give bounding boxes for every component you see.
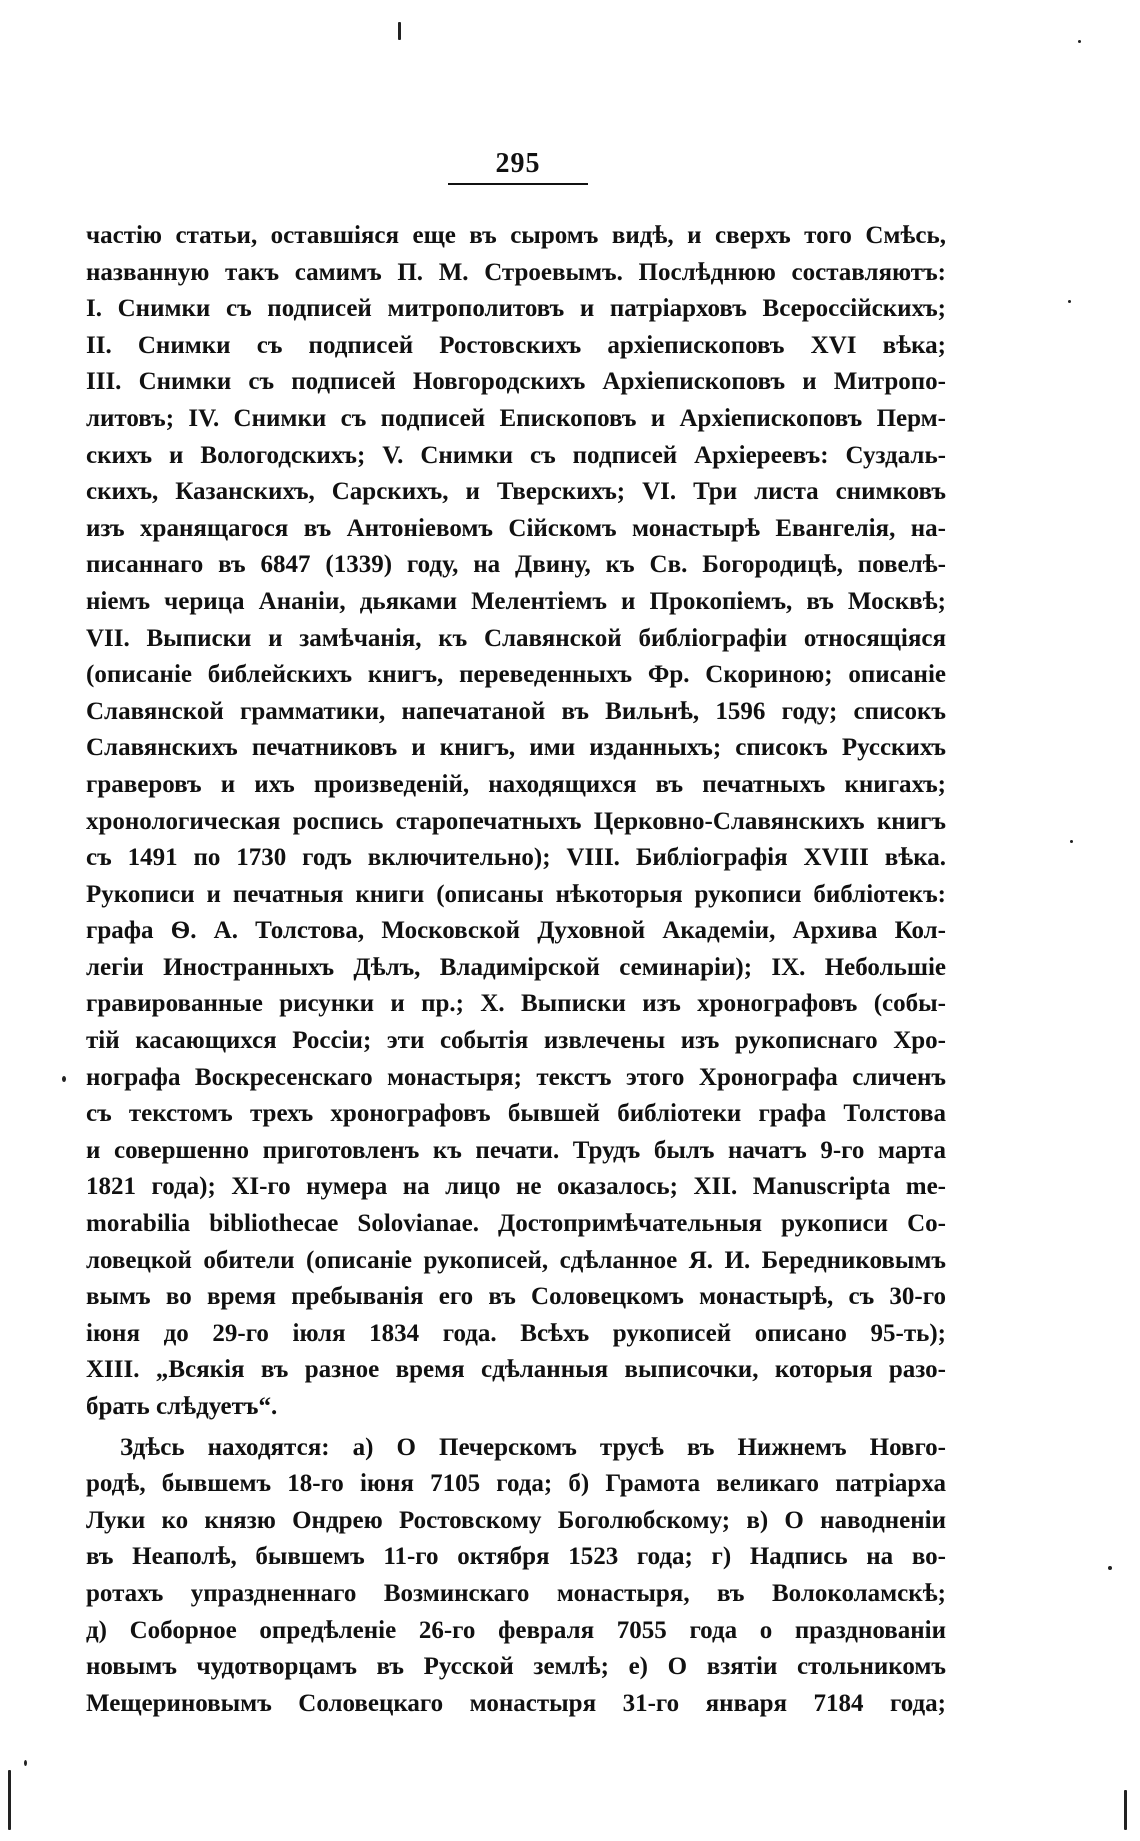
text-line: ніемъ черица Ананіи, дьяками Мелентіемъ и Прокопіемъ, въ Москвѣ; — [86, 587, 946, 615]
scan-speck — [8, 1770, 11, 1830]
text-line: ловецкой обители (описаніе рукописей, сдѣланное Я. И. Бередниковымъ — [86, 1246, 946, 1274]
text-line: съ текстомъ трехъ хронографовъ бывшей библіотеки графа Толстова — [86, 1100, 946, 1128]
text-line: изъ хранящагося въ Антоніевомъ Сійскомъ монастырѣ Евангелія, на- — [86, 514, 946, 542]
text-line: частію статьи, оставшіяся еще въ сыромъ видѣ, и сверхъ того Смѣсь, — [86, 222, 946, 249]
text-line: графа Ѳ. А. Толстова, Московской Духовной Академіи, Архива Кол- — [86, 917, 946, 945]
scan-speck — [24, 1760, 27, 1766]
scan-speck — [1070, 840, 1073, 843]
text-line: (описаніе библейскихъ книгъ, переведенныхъ Фр. Скориною; описаніе — [86, 661, 946, 689]
body-text — [86, 218, 946, 1722]
text-line: легіи Иностранныхъ Дѣлъ, Владимірской семинаріи); IX. Небольшіе — [86, 953, 946, 981]
text-line: и совершенно приготовленъ къ печати. Трудъ былъ начатъ 9-го марта — [86, 1136, 946, 1164]
text-line: morabilia bibliothecae Solovianae. Достопримѣчательныя рукописи Со- — [86, 1210, 946, 1238]
text-line: тій касающихся Россіи; эти событія извлечены изъ рукописнаго Хро- — [86, 1027, 946, 1055]
text-line: 1821 года); XI-го нумера на лицо не оказалось; XII. Manuscripta me- — [86, 1173, 946, 1201]
text-line: новымъ чудотворцамъ въ Русской землѣ; е) О взятіи стольникомъ — [86, 1653, 946, 1681]
text-line: названную такъ самимъ П. М. Строевымъ. Послѣднюю составляютъ: — [86, 258, 946, 286]
text-line: брать слѣдуетъ“. — [86, 1393, 278, 1420]
text-line: ротахъ упраздненнаго Возминскаго монастыря, въ Волоколамскѣ; — [86, 1579, 946, 1607]
text-line: нографа Воскресенскаго монастыря; текстъ этого Хронографа сличенъ — [86, 1063, 946, 1091]
text-line: съ 1491 по 1730 годъ включительно); VIII. Библіографія XVIII вѣка. — [86, 844, 946, 872]
text-line: Рукописи и печатныя книги (описаны нѣкоторыя рукописи библіотекъ: — [86, 880, 946, 908]
text-line: гравированные рисунки и пр.; X. Выписки изъ хронографовъ (собы- — [86, 990, 946, 1018]
page-number: 295 — [448, 148, 588, 185]
text-line: VII. Выписки и замѣчанія, къ Славянской библіографіи относящіяся — [86, 624, 946, 652]
text-line: Луки ко князю Ондрею Ростовскому Боголюбскому; в) О наводненіи — [86, 1506, 946, 1534]
text-line: д) Соборное опредѣленіе 26-го февраля 7055 года о празднованіи — [86, 1616, 946, 1644]
text-line: хронологическая роспись старопечатныхъ Церковно-Славянскихъ книгъ — [86, 807, 946, 835]
scan-speck — [62, 1076, 66, 1082]
text-line: граверовъ и ихъ произведеній, находящихся въ печатныхъ книгахъ; — [86, 770, 946, 798]
scan-speck — [1078, 40, 1081, 43]
text-line: III. Снимки съ подписей Новгородскихъ Архіепископовъ и Митропо- — [86, 368, 946, 396]
text-line: въ Неаполѣ, бывшемъ 11-го октября 1523 года; г) Надпись на во- — [86, 1543, 946, 1571]
text-line: писаннаго въ 6847 (1339) году, на Двину, къ Св. Богородицѣ, повелѣ- — [86, 551, 946, 579]
scan-speck — [398, 22, 401, 40]
text-line: вымъ во время пребыванія его въ Соловецкомъ монастырѣ, съ 30-го — [86, 1283, 946, 1311]
text-line: скихъ, Казанскихъ, Сарскихъ, и Тверскихъ; VI. Три листа снимковъ — [86, 478, 946, 506]
text-line: скихъ и Вологодскихъ; V. Снимки съ подписей Архіереевъ: Суздаль- — [86, 441, 946, 469]
text-line: II. Снимки съ подписей Ростовскихъ архіепископовъ XVI вѣка; — [86, 331, 946, 359]
text-line: Мещериновымъ Соловецкаго монастыря 31-го января 7184 года; — [86, 1689, 946, 1717]
scan-speck — [1108, 1566, 1112, 1570]
text-line: Славянской грамматики, напечатаной въ Вильнѣ, 1596 году; списокъ — [86, 697, 946, 725]
paragraph-first-line: Здѣсь находятся: а) О Печерскомъ трусѣ въ Нижнемъ Новго- — [120, 1433, 946, 1461]
text-line: I. Снимки съ подписей митрополитовъ и патріарховъ Всероссійскихъ; — [86, 295, 946, 323]
text-line: Славянскихъ печатниковъ и книгъ, ими изданныхъ; списокъ Русскихъ — [86, 734, 946, 762]
scan-speck — [1068, 300, 1071, 303]
text-line: іюня до 29-го іюля 1834 года. Всѣхъ рукописей описано 95-ть); — [86, 1319, 946, 1347]
scan-speck — [1124, 1790, 1127, 1830]
text-line: литовъ; IV. Снимки съ подписей Епископовъ и Архіепископовъ Перм- — [86, 404, 946, 432]
text-line: родѣ, бывшемъ 18-го іюня 7105 года; б) Грамота великаго патріарха — [86, 1470, 946, 1498]
text-line: XIII. „Всякія въ разное время сдѣланныя выписочки, которыя разо- — [86, 1356, 946, 1384]
